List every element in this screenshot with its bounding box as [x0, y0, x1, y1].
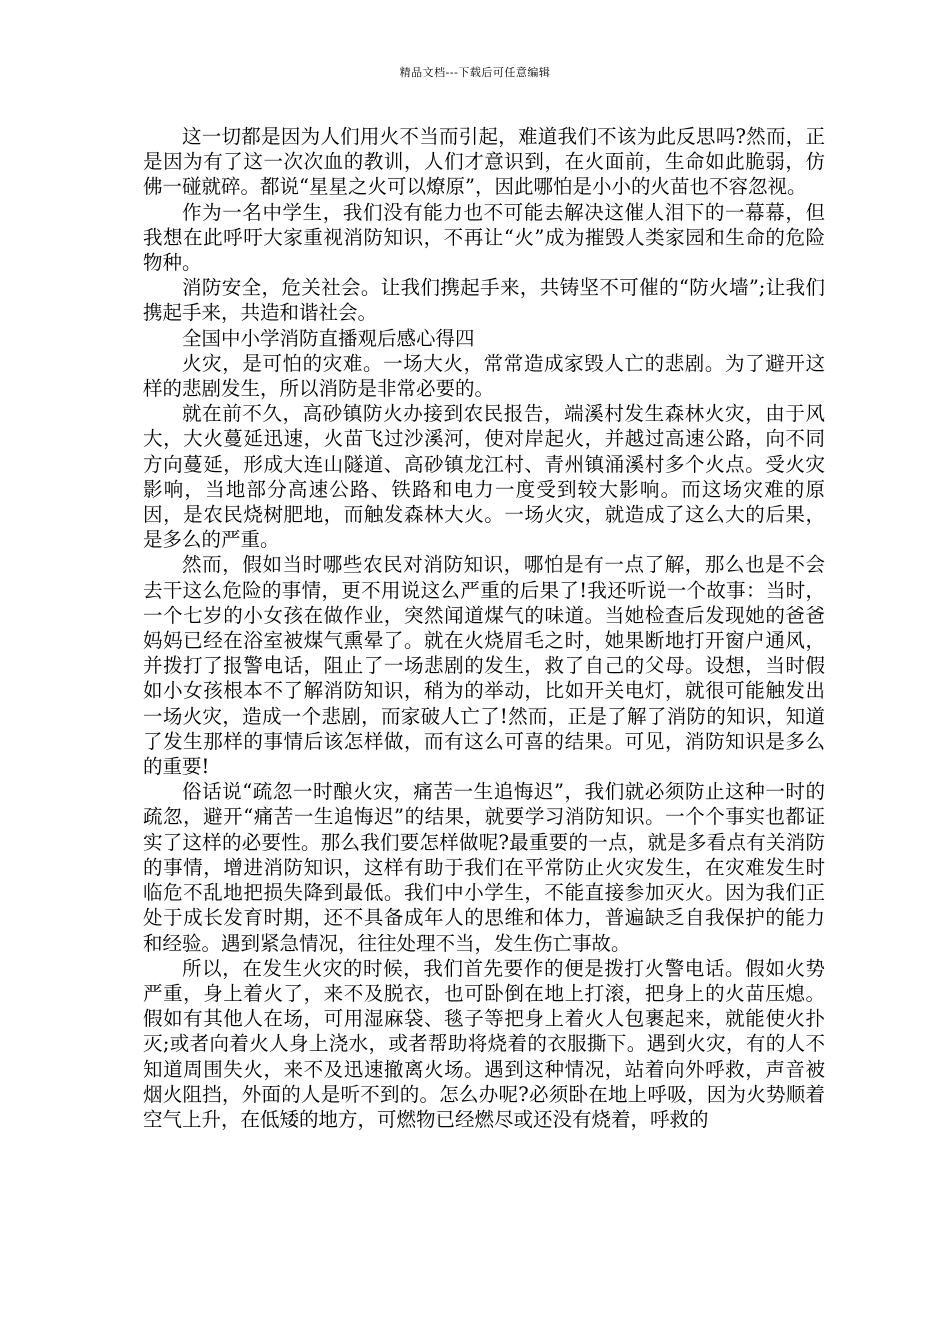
paragraph-2: 作为一名中学生，我们没有能力也不可能去解决这催人泪下的一幕幕，但我想在此呼吁大家重视消防知识，不再让“火”成为摧毁人类家园和生命的危险物种。: [143, 200, 825, 275]
paragraph-4: 火灾，是可怕的灾难。一场大火，常常造成家毁人亡的悲剧。为了避开这样的悲剧发生，所以消防是非常必要的。: [143, 351, 825, 401]
document-body: [143, 124, 825, 1132]
paragraph-1: 这一切都是因为人们用火不当而引起，难道我们不该为此反思吗?然而，正是因为有了这一次次血的教训，人们才意识到，在火面前，生命如此脆弱，仿佛一碰就碎。都说“星星之火可以燎原”，因此哪怕是小小的火苗也不容忽视。: [143, 125, 825, 199]
page-header: 精品文档---下载后可任意编辑: [399, 66, 551, 79]
paragraph-6: 然而，假如当时哪些农民对消防知识，哪怕是有一点了解，那么也是不会去干这么危险的事情，更不用说这么严重的后果了!我还听说一个故事：当时，一个七岁的小女孩在做作业，突然闻道煤气的味道。当她检查后发现她的爸爸妈妈已经在浴室被煤气熏晕了。就在火烧眉毛之时，她果断地打开窗户通风，并拨打了报警电话，阻止了一场悲剧的发生，救了自己的父母。设想，当时假如小女孩根本不了解消防知识，稍为的举动，比如开关电灯，就很可能触发出一场火灾，造成一个悲剧，而家破人亡了!然而，正是了解了消防的知识，知道了发生那样的事情后该怎样做，而有这么可喜的结果。可见，消防知识是多么的重要!: [143, 553, 825, 779]
paragraph-3: 消防安全，危关社会。让我们携起手来，共铸坚不可催的“防火墙”;让我们携起手来，共造和谐社会。: [143, 276, 825, 325]
paragraph-8: 所以，在发生火灾的时候，我们首先要作的便是拨打火警电话。假如火势严重，身上着火了，来不及脱衣，也可卧倒在地上打滚，把身上的火苗压熄。假如有其他人在场，可用湿麻袋、毯子等把身上着火人包裹起来，就能使火扑灭;或者向着火人身上浇水，或者帮助将烧着的衣服撕下。遇到火灾，有的人不知道周围失火，来不及迅速撤离火场。遇到这种情况，站着向外呼救，声音被烟火阻挡，外面的人是听不到的。怎么办呢?必须卧在地上呼吸，因为火势顺着空气上升，在低矮的地方，可燃物已经燃尽或还没有烧着，呼救的: [143, 956, 825, 1131]
section-title: 全国中小学消防直播观后感心得四: [182, 326, 475, 350]
paragraph-7: 俗话说“疏忽一时酿火灾，痛苦一生追悔迟”，我们就必须防止这种一时的疏忽，避开“痛苦一生追悔迟”的结果，就要学习消防知识。一个个事实也都证实了这样的必要性。那么我们要怎样做呢?最重要的一点，就是多看点有关消防的事情，增进消防知识，这样有助于我们在平常防止火灾发生，在灾难发生时临危不乱地把损失降到最低。我们中小学生，不能直接参加灭火。因为我们正处于成长发育时期，还不具备成年人的思维和体力，普遍缺乏自我保护的能力和经验。遇到紧急情况，往往处理不当，发生伤亡事故。: [143, 780, 825, 955]
paragraph-5: 就在前不久，高砂镇防火办接到农民报告，端溪村发生森林火灾，由于风大，大火蔓延迅速，火苗飞过沙溪河，使对岸起火，并越过高速公路，向不同方向蔓延，形成大连山隧道、高砂镇龙江村、青州镇涌溪村多个火点。受火灾影响，当地部分高速公路、铁路和电力一度受到较大影响。而这场灾难的原因，是农民烧树肥地，而触发森林大火。一场火灾，就造成了这么大的后果，是多么的严重。: [143, 402, 825, 552]
